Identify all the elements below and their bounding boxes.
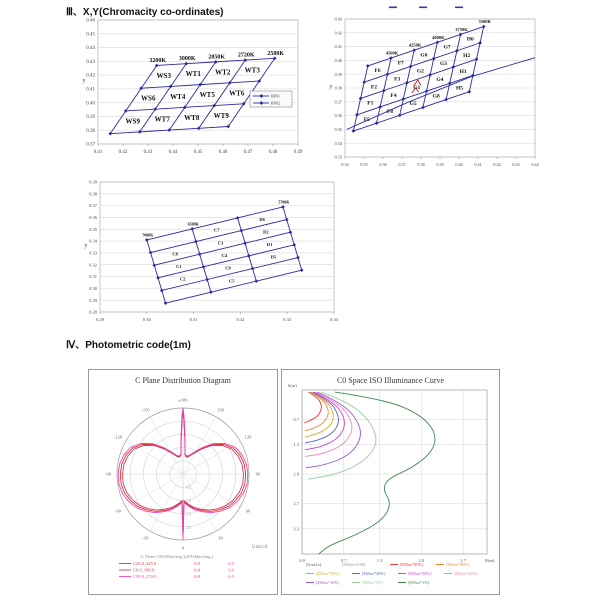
- mesh-vertex: [152, 263, 156, 267]
- tick-label: 0.29: [89, 297, 97, 303]
- tick-label: 0.36: [89, 215, 97, 221]
- tick-label: 0.40: [334, 58, 342, 63]
- bin-label: F1: [367, 100, 374, 107]
- bin-label: WS3: [156, 71, 171, 80]
- tick-label: 0.41: [86, 87, 95, 93]
- bin-label: F7: [397, 60, 404, 67]
- tick-label: 0.42: [86, 73, 95, 79]
- bin-label: WS6: [141, 94, 156, 103]
- cct-label: 2580K: [267, 50, 285, 57]
- mesh-vertex: [378, 105, 382, 109]
- legend-item: [EMax*50%]: [316, 571, 340, 576]
- mesh-vertex: [467, 90, 471, 94]
- mesh-vertex: [478, 41, 482, 45]
- bin-label: F6: [374, 68, 381, 75]
- tick-label: 0.44: [168, 150, 178, 155]
- tick-label: 0.41: [334, 44, 342, 50]
- tick-label: 0.49: [293, 150, 303, 155]
- mesh-vertex: [436, 40, 440, 44]
- bin-label: F5: [363, 116, 370, 123]
- mesh-vertex: [292, 243, 296, 247]
- legend-emax: [EMax=0.00]: [342, 562, 366, 567]
- y-axis-label: y: [84, 243, 88, 249]
- legend-value: 0.0: [228, 561, 234, 566]
- legend-value: 0.0: [194, 574, 200, 579]
- tick-label: 0.43: [334, 16, 342, 22]
- tick-label: 0.32: [89, 262, 97, 268]
- mesh-vertex: [425, 89, 429, 93]
- legend-item: [EMax*40%]: [362, 571, 386, 576]
- cct-label: 4000K: [432, 34, 445, 40]
- bin-label: F8: [386, 109, 393, 116]
- angle-label: -120: [113, 434, 123, 440]
- bin-label: C8: [172, 251, 178, 257]
- mesh-vertex: [247, 254, 251, 258]
- bin-label: D6: [259, 216, 265, 222]
- legend-series-name: C0.0_180.0 :: [133, 567, 157, 573]
- y-axis-label: y: [82, 78, 86, 84]
- bin-label: WT2: [215, 68, 231, 77]
- legend-value: 0.0: [194, 561, 200, 566]
- tick-label: 1.3: [376, 558, 383, 563]
- legend-item: [EMax*20%]: [454, 571, 478, 576]
- cutoff-text-mark: [389, 7, 397, 9]
- legend-item: BIN1: [271, 93, 280, 99]
- legend-item: [EMax*60%]: [446, 562, 470, 567]
- tick-label: 0.34: [89, 238, 97, 244]
- tick-label: 0.37: [398, 162, 406, 167]
- mesh-vertex: [236, 216, 240, 220]
- tick-label: 0.40: [455, 162, 463, 167]
- mesh-vertex: [205, 278, 209, 282]
- tick-label: 0.33: [334, 154, 342, 160]
- tick-label: 0.44: [86, 46, 95, 52]
- mesh-vertex: [359, 97, 363, 101]
- cct-label: 4250K: [408, 42, 422, 48]
- bin-label: WT7: [154, 115, 170, 124]
- mesh-vertex: [401, 97, 405, 101]
- angle-label: 60: [245, 508, 251, 514]
- tick-label: 0.38: [334, 85, 342, 91]
- legend-item: [EMax*30%]: [408, 571, 432, 576]
- bin-label: WT4: [170, 92, 186, 101]
- tick-label: 0.36: [334, 113, 342, 119]
- tick-label: 0.39: [334, 71, 342, 77]
- tick-label: 0.34: [330, 317, 338, 322]
- mesh-vertex: [405, 81, 409, 85]
- iso-illuminance-chart: [281, 369, 500, 595]
- bin-label: F3: [394, 76, 401, 83]
- bin-label: WT1: [185, 70, 201, 79]
- angle-label: 0: [181, 545, 185, 551]
- mesh-vertex: [149, 251, 153, 255]
- tick-label: 0.38: [86, 128, 95, 134]
- chromaticity-ws-wt-svg: [74, 15, 316, 167]
- tick-label: 0.30: [89, 285, 97, 291]
- mesh-vertex: [243, 241, 247, 245]
- mesh-vertex: [355, 113, 359, 117]
- chart-title: C0 Space ISO Illuminance Curve: [336, 376, 445, 385]
- bin-label: H5: [455, 85, 463, 92]
- angle-label: -90: [105, 471, 111, 477]
- legend-header: C Plane (50%MaxAng.)(10%MaxAng.): [141, 554, 213, 559]
- mesh-vertex: [164, 301, 168, 305]
- tick-label: 0.0: [299, 558, 305, 563]
- y-axis-label: y: [329, 84, 333, 90]
- tick-label: 0.47: [243, 150, 253, 155]
- y-axis-unit: h(m): [288, 383, 297, 388]
- mesh-vertex: [202, 265, 206, 269]
- mesh-vertex: [160, 289, 164, 293]
- tick-label: 0.7: [340, 558, 347, 563]
- tick-label: 2.0: [418, 558, 425, 563]
- bin-label: WT6: [229, 89, 245, 98]
- tick-label: 0.38: [417, 162, 425, 167]
- tick-label: 0.33: [283, 317, 292, 322]
- cct-label: 4500K: [385, 50, 399, 56]
- c0-iso-illuminance-svg: [282, 370, 499, 594]
- bin-label: C7: [214, 227, 220, 233]
- angle-label: 120: [244, 434, 252, 440]
- legend-series-name: C90.0_270.0 :: [133, 574, 159, 579]
- tick-label: 2.7: [293, 501, 299, 507]
- mesh-vertex: [444, 98, 448, 102]
- mesh-vertex: [289, 230, 293, 234]
- angle-label: 30: [218, 535, 223, 541]
- bin-label: H1: [459, 69, 467, 76]
- tick-label: 0.42: [118, 150, 128, 155]
- mesh-vertex: [432, 57, 436, 61]
- tick-label: 0.43: [512, 162, 520, 167]
- cct-label: 2850K: [208, 54, 226, 61]
- mesh-vertex: [421, 106, 425, 110]
- mesh-vertex: [482, 25, 486, 29]
- tick-label: 0.45: [193, 150, 203, 155]
- tick-label: 1.3: [293, 442, 299, 448]
- tick-label: 0.45: [86, 32, 95, 38]
- legend-value: 0.0: [228, 574, 234, 579]
- tick-label: 0.37: [89, 203, 97, 209]
- tick-label: 0.41: [474, 162, 482, 167]
- bin-label: G8: [432, 93, 440, 100]
- mesh-vertex: [366, 64, 370, 68]
- bin-label: D2: [263, 229, 269, 235]
- cct-label: 6500K: [187, 221, 199, 227]
- x-axis-unit: R(m): [485, 558, 495, 563]
- tick-label: 0.43: [143, 150, 153, 155]
- mesh-vertex: [451, 65, 455, 69]
- bin-label: G5: [409, 101, 417, 108]
- mesh-vertex: [300, 268, 304, 272]
- mesh-vertex: [362, 80, 366, 84]
- bin-label: F4: [390, 92, 397, 99]
- tick-label: 0.37: [86, 142, 95, 148]
- tick-label: 0.43: [86, 59, 95, 65]
- tick-label: 0.46: [218, 150, 228, 155]
- mesh-vertex: [389, 56, 393, 60]
- mesh-vertex: [190, 227, 194, 231]
- bin-label: C2: [179, 276, 186, 282]
- cct-label: 7000K: [142, 232, 154, 238]
- tick-label: 0.40: [86, 101, 95, 107]
- mesh-vertex: [194, 240, 198, 244]
- cct-label: 3750K: [455, 26, 468, 32]
- bin-label: C0: [225, 265, 231, 271]
- tick-label: 2.0: [293, 471, 299, 477]
- tick-label: 2.7: [460, 558, 466, 563]
- tick-label: 0.48: [268, 150, 278, 155]
- tick-label: 0.37: [334, 99, 342, 105]
- tick-label: 0.29: [96, 317, 104, 322]
- cutoff-text-mark: [419, 7, 427, 9]
- mesh-vertex: [386, 72, 390, 76]
- tick-label: 0.28: [89, 309, 97, 315]
- mesh-vertex: [428, 73, 432, 77]
- bin-label: C3: [217, 240, 224, 246]
- bin-label: WT8: [184, 113, 200, 122]
- tick-label: 0.32: [236, 317, 245, 322]
- legend-item: BIN2: [271, 100, 280, 106]
- bin-label: G6: [420, 52, 428, 59]
- tick-label: 0.34: [334, 140, 342, 146]
- mesh-vertex: [409, 65, 413, 69]
- bin-label: F2: [370, 84, 378, 91]
- section-4-heading: Ⅳ、Photometric code(1m): [66, 340, 191, 351]
- tick-label: 0.35: [360, 162, 368, 167]
- bin-label: G4: [436, 77, 444, 84]
- tick-label: 0.31: [189, 317, 198, 322]
- tick-label: 3.3: [293, 526, 299, 532]
- bin-label: G3: [439, 60, 448, 67]
- legend-item: [EMax*10%]: [316, 580, 340, 585]
- bin-label: C4: [221, 253, 228, 259]
- mesh-vertex: [209, 290, 213, 294]
- chromaticity-cd-svg: [74, 176, 346, 334]
- bin-label: G7: [443, 44, 451, 51]
- chromaticity-fgh-svg: [327, 5, 542, 171]
- bin-label: G1: [413, 84, 421, 91]
- legend-item: [EMax*80%]: [400, 562, 424, 567]
- cct-label: 2720K: [237, 52, 255, 59]
- bin-label: WS9: [125, 117, 140, 126]
- bin-label: G2: [416, 68, 424, 75]
- legend-item: [EMax*5%]: [362, 580, 384, 585]
- bin-label: D5: [270, 254, 277, 260]
- cct-label: 3200K: [149, 57, 167, 64]
- cutoff-text-mark: [455, 7, 463, 9]
- c-plane-distribution-chart: [88, 369, 278, 595]
- mesh-vertex: [459, 33, 463, 37]
- mesh-vertex: [412, 48, 416, 52]
- ring-label: 0.5: [186, 485, 191, 491]
- cct-label: 3000K: [178, 56, 196, 63]
- mesh-vertex: [375, 121, 379, 125]
- tick-label: 0.34: [341, 162, 349, 167]
- tick-label: 0.46: [86, 18, 95, 24]
- tick-label: 0.42: [493, 162, 501, 167]
- mesh-vertex: [251, 267, 255, 271]
- tick-label: 0.44: [531, 162, 539, 167]
- tick-label: 0.39: [89, 179, 97, 185]
- tick-label: 0.39: [86, 115, 95, 121]
- bin-label: H6: [466, 36, 474, 43]
- bin-label: C1: [176, 264, 182, 270]
- mesh-vertex: [455, 49, 459, 53]
- mesh-vertex: [398, 113, 402, 117]
- tick-label: 0.36: [379, 162, 387, 167]
- chromaticity-chart-fgh: [327, 5, 542, 171]
- section-3-heading: Ⅲ、X,Y(Chromacity co-ordinates): [66, 7, 224, 18]
- ring-label: 1.0: [186, 498, 191, 504]
- angle-label: 90: [255, 471, 261, 477]
- tick-label: 0.41: [93, 150, 103, 155]
- bin-label: C5: [228, 278, 235, 284]
- chart-title: C Plane Distribution Diagram: [135, 376, 231, 385]
- bin-label: WT9: [213, 112, 229, 121]
- tick-label: 0.7: [293, 416, 299, 422]
- legend-unit: [Unit:lx]: [306, 562, 322, 567]
- legend-value: 0.0: [194, 567, 200, 573]
- cct-label: 3500K: [478, 19, 491, 25]
- bin-label: WT5: [199, 91, 215, 100]
- angle-label: 150: [217, 407, 224, 413]
- chart-legend: [250, 91, 292, 107]
- legend-series-name: C45.0_225.0 :: [133, 561, 159, 566]
- mesh-vertex: [285, 218, 289, 222]
- angle-label: -30: [142, 535, 149, 541]
- bin-label: D1: [266, 242, 273, 248]
- tick-label: 0.39: [436, 162, 444, 167]
- tick-label: 0.38: [89, 191, 97, 197]
- legend-value: 0.0: [228, 567, 234, 573]
- c-plane-distribution-svg: [89, 370, 277, 594]
- mesh-vertex: [352, 129, 356, 133]
- cct-label: 5700K: [278, 199, 290, 205]
- legend-item: [EMax*1%]: [408, 580, 430, 585]
- unit-label: Unit:cd: [252, 545, 267, 550]
- tick-label: 0.35: [334, 127, 342, 132]
- bin-label: WT3: [244, 66, 260, 75]
- angle-label: ±180: [178, 397, 188, 403]
- tick-label: 0.42: [334, 30, 342, 36]
- mesh-vertex: [254, 279, 258, 283]
- mesh-vertex: [382, 89, 386, 93]
- chromaticity-chart-cd: [74, 176, 346, 334]
- angle-label: -150: [141, 407, 150, 413]
- angle-label: -60: [115, 508, 122, 514]
- tick-label: 0.30: [142, 317, 151, 322]
- bin-label: H2: [463, 52, 471, 59]
- tick-label: 0.35: [89, 226, 97, 232]
- ring-label: 1.5: [186, 511, 191, 517]
- ring-label: 2.0: [186, 524, 191, 530]
- chromaticity-chart-ws-wt: [74, 15, 316, 167]
- mesh-vertex: [296, 256, 300, 260]
- tick-label: 0.31: [89, 274, 97, 280]
- tick-label: 0.33: [89, 250, 97, 256]
- iso-contour: [319, 392, 435, 554]
